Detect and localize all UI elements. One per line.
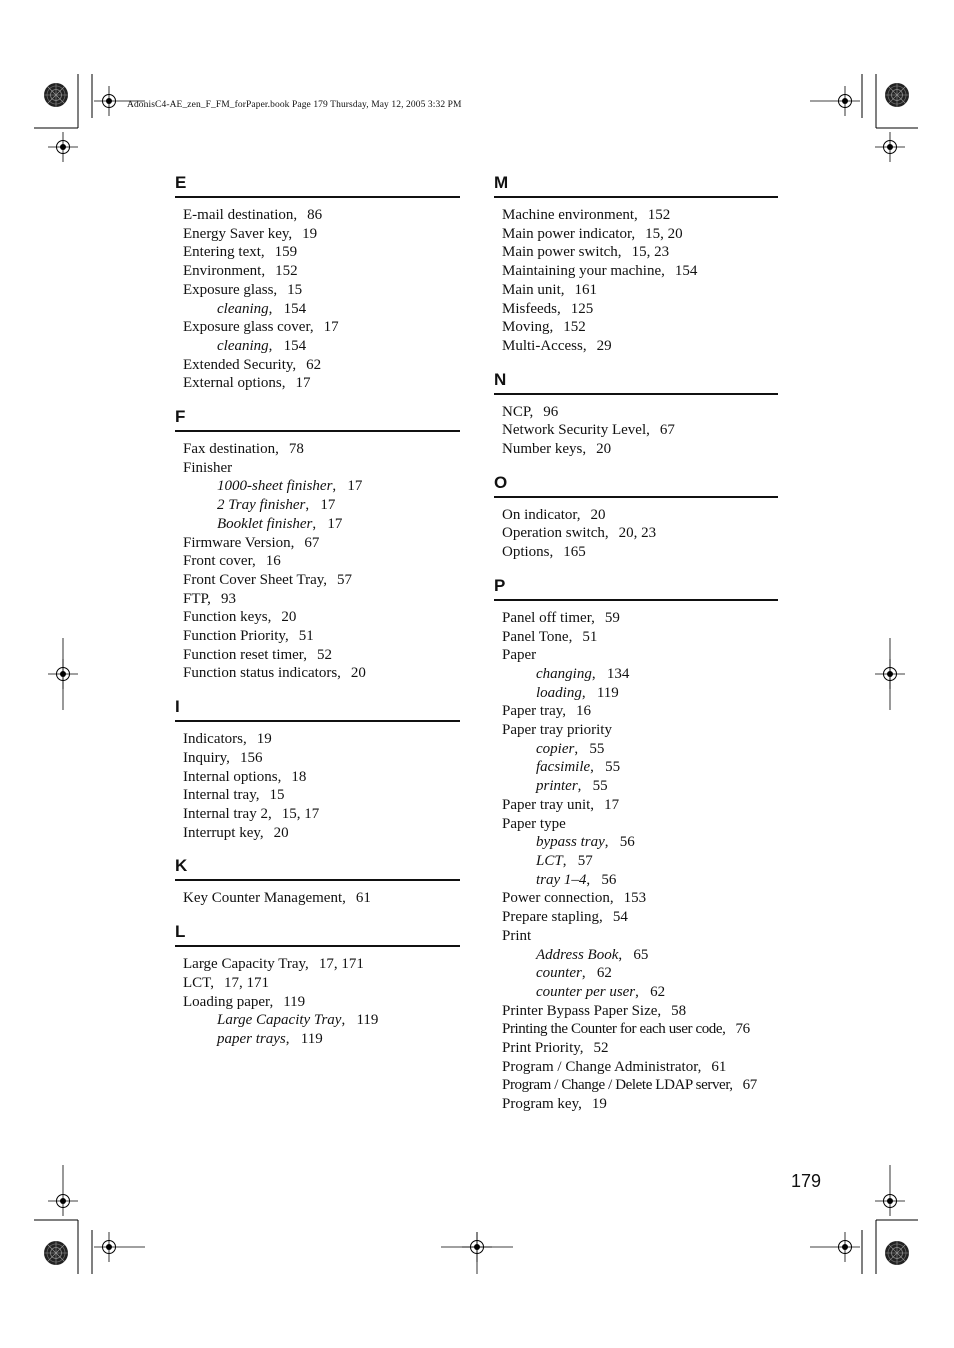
index-entry-list [175,440,460,683]
crop-mark-top-right [810,74,918,162]
index-term: Fax destination, [183,441,279,458]
page-reference: , 57 [562,852,593,869]
index-term: 1000-sheet finisher [217,478,333,495]
page-reference: , 55 [577,778,608,795]
index-section-i [175,696,460,842]
index-entry [183,356,460,375]
page-reference: 78 [288,441,304,458]
index-term: facsimile [536,759,591,776]
index-entry-list [494,206,778,356]
page-reference: , 134 [591,665,630,682]
index-subentry [502,665,778,684]
index-term: Large Capacity Tray, [183,956,309,973]
index-entry [502,337,778,356]
page-reference: 156 [239,749,263,766]
index-entry [502,206,778,225]
page-reference: , 119 [285,1030,323,1047]
page-reference: 67 [659,422,675,439]
index-term: Machine environment, [502,207,638,223]
index-term: paper trays [217,1030,286,1047]
index-term: Entering text, [183,244,265,261]
page-reference: 52 [316,646,332,663]
index-term: Panel Tone, [502,628,573,645]
index-subentry [183,1011,460,1030]
index-subentry [502,833,778,852]
index-subentry [183,337,460,356]
index-term: Options, [502,544,554,561]
page-reference: , 119 [581,684,619,701]
page-reference: , 55 [574,740,605,757]
page-reference: , 119 [341,1012,379,1029]
index-term: Multi-Access, [502,337,587,354]
index-subentry [502,684,778,703]
index-term: Main unit, [502,281,565,298]
index-entry [502,543,778,562]
index-term: Function reset timer, [183,646,307,663]
index-term: Front Cover Sheet Tray, [183,571,328,588]
index-subentry [502,777,778,796]
index-entry [502,243,778,262]
index-entry [183,590,460,609]
page-reference: 16 [265,553,281,570]
page-reference: 54 [612,909,628,926]
index-term: Program key, [502,1096,582,1113]
index-entry [183,281,460,300]
index-term: Function status indicators, [183,665,341,682]
index-term: Finisher [183,459,233,476]
page-reference: 161 [574,281,597,298]
index-term: changing [536,665,592,682]
page-reference: 52 [593,1040,609,1057]
index-term: Paper type [502,815,566,832]
section-heading: O [494,472,778,498]
crop-mark-bottom-right [810,1165,918,1274]
index-term: loading [536,684,582,701]
section-heading: F [175,406,460,432]
page-reference: 62 [306,356,322,373]
index-term: cleaning [217,337,269,354]
index-entry [502,1058,778,1077]
index-subentry [502,946,778,965]
page-reference: 20 [590,506,606,523]
index-entry [502,300,778,319]
index-term: Prepare stapling, [502,909,603,926]
page-reference: 67 [304,534,320,551]
index-term: Misfeeds, [502,300,561,317]
page-reference: , 17 [332,478,363,495]
index-term: Address Book [536,946,619,963]
index-entry [183,786,460,805]
index-entry [183,459,460,478]
index-term: LCT [536,852,563,869]
index-term: copier [536,740,575,757]
page-reference: 15, 20 [645,225,683,242]
index-entry [502,815,778,834]
page-reference: 18 [291,768,307,785]
index-term: Main power indicator, [502,225,636,242]
index-subentry [502,740,778,759]
index-entry [183,627,460,646]
index-term: Paper tray, [502,703,566,720]
index-term: 2 Tray finisher [217,497,306,514]
page-reference: 152 [647,207,671,223]
index-entry-list [175,889,460,908]
page-reference: 20 [350,665,366,682]
page-reference: 153 [623,890,647,907]
index-term: Extended Security, [183,356,297,373]
index-subentry [502,964,778,983]
index-term: Operation switch, [502,525,609,542]
index-entry [183,768,460,787]
index-entry [502,403,778,422]
index-entry [183,262,460,281]
page-reference: 19 [256,731,272,748]
page-reference: 119 [283,993,306,1010]
index-term: Paper tray priority [502,722,612,739]
index-term: E-mail destination, [183,207,298,223]
section-heading: L [175,921,460,947]
index-term: bypass tray [536,834,605,851]
index-entry [502,796,778,815]
page-reference: , 55 [590,759,621,776]
page-reference: 154 [674,263,698,280]
index-term: Network Security Level, [502,422,650,439]
index-section-o [494,472,778,562]
index-subentry [502,871,778,890]
page-reference: 29 [596,337,612,354]
page-reference: 58 [671,1002,687,1019]
index-entry [502,702,778,721]
index-column-right [494,172,778,1127]
index-entry [183,664,460,683]
index-entry [183,318,460,337]
page-reference: , 154 [268,337,307,354]
index-entry [502,262,778,281]
page-reference: 59 [604,609,620,626]
index-term: Power connection, [502,890,614,907]
index-subentry [502,758,778,777]
index-term: Program / Change Administrator, [502,1058,702,1075]
index-entry [502,506,778,525]
page-reference: , 56 [586,871,617,888]
section-heading: N [494,369,778,395]
section-heading: E [175,172,460,198]
index-entry [183,749,460,768]
index-entry [502,440,778,459]
index-entry-list [175,955,460,1049]
page-reference: , 56 [604,834,635,851]
page-reference: 19 [591,1096,607,1113]
index-term: Internal tray 2, [183,805,272,822]
index-entry [183,243,460,262]
index-term: Exposure glass, [183,281,278,298]
index-entry [502,421,778,440]
index-entry [502,628,778,647]
index-entry [502,646,778,665]
page-reference: 20, 23 [618,525,657,542]
page-reference: 17 [323,319,339,336]
page-reference: 15, 17 [281,805,320,822]
index-term: Interrupt key, [183,824,264,841]
registration-mark-middle-right [875,638,905,710]
index-section-f [175,406,460,683]
index-subentry [183,1030,460,1049]
page-reference: 93 [220,590,236,607]
index-term: Loading paper, [183,993,274,1010]
index-section-p [494,575,778,1114]
page-reference: 61 [711,1058,727,1075]
index-subentry [183,477,460,496]
page-reference: , 62 [581,965,612,982]
index-entry-list [494,403,778,459]
index-term: cleaning [217,300,269,317]
index-entry [502,318,778,337]
page-reference: 86 [307,207,323,223]
index-entry [183,824,460,843]
page-reference: 15, 23 [631,244,670,261]
page-reference: 20 [273,824,289,841]
page-reference: , 17 [305,497,336,514]
index-entry [502,1039,778,1058]
index-term: tray 1–4 [536,871,587,888]
index-entry [502,721,778,740]
index-entry [183,225,460,244]
page-reference: 67 [742,1077,757,1094]
index-term: Indicators, [183,731,247,748]
page-reference: 17, 171 [223,974,269,991]
index-term: Paper tray unit, [502,796,595,813]
page-reference: 152 [563,319,586,336]
registration-mark-middle-left [48,638,78,710]
index-term: Function keys, [183,609,272,626]
index-subentry [502,852,778,871]
index-term: Program / Change / Delete LDAP server, [502,1077,733,1094]
page-reference: 17, 171 [318,956,364,973]
index-entry [502,1002,778,1021]
page-reference: 57 [337,571,353,588]
index-term: Booklet finisher [217,515,313,532]
index-entry [183,974,460,993]
index-subentry [502,983,778,1002]
index-column-left [175,172,460,1062]
index-entry [502,908,778,927]
index-term: Exposure glass cover, [183,319,314,336]
page-reference: 17 [295,375,311,392]
section-heading: P [494,575,778,601]
index-term: Front cover, [183,553,256,570]
index-entry [502,889,778,908]
index-subentry [183,300,460,319]
index-entry [183,889,460,908]
index-term: Print Priority, [502,1040,584,1057]
index-entry [183,534,460,553]
registration-mark-bottom-center [441,1232,513,1274]
page-reference: 15 [287,281,303,298]
index-section-e [175,172,460,393]
index-term: FTP, [183,590,211,607]
index-entry-list [175,730,460,842]
index-section-l [175,921,460,1049]
index-entry [183,571,460,590]
index-subentry [183,496,460,515]
page-reference: 51 [298,628,314,645]
page-reference: 20 [281,609,297,626]
page-reference: 76 [735,1021,750,1038]
index-term: Paper [502,647,537,664]
index-term: On indicator, [502,506,581,523]
index-section-n [494,369,778,459]
index-term: LCT, [183,974,214,991]
index-term: Large Capacity Tray [217,1012,342,1029]
page-reference: 165 [563,544,586,561]
crop-mark-top-left [34,74,145,162]
page-reference: , 154 [268,300,307,317]
page-reference: , 17 [312,515,343,532]
index-entry [502,1095,778,1114]
index-term: Panel off timer, [502,609,595,626]
index-section-k [175,855,460,908]
index-term: Main power switch, [502,244,622,261]
index-entry [183,608,460,627]
index-term: Firmware Version, [183,534,295,551]
index-entry-list [494,506,778,562]
index-term: Internal options, [183,768,282,785]
index-entry-list [494,609,778,1114]
index-entry [502,609,778,628]
index-term: NCP, [502,403,534,420]
index-entry [183,206,460,225]
page-reference: 125 [570,300,594,317]
page-reference: 96 [543,403,559,420]
index-term: Number keys, [502,441,587,458]
page-reference: , 65 [618,946,649,963]
index-term: External options, [183,375,286,392]
section-heading: M [494,172,778,198]
page-reference: 51 [582,628,598,645]
index-entry [183,955,460,974]
index-term: Key Counter Management, [183,890,346,907]
index-entry [183,730,460,749]
page-reference: 16 [576,703,591,720]
index-term: Internal tray, [183,787,260,804]
print-header-info: AdonisC4-AE_zen_F_FM_forPaper.book Page 179 Thursday, May 12, 2005 3:32 PM [127,100,462,110]
index-entry [502,281,778,300]
index-entry [183,440,460,459]
index-term: Function Priority, [183,628,289,645]
index-term: Moving, [502,319,554,336]
page-reference: , 62 [635,983,666,1000]
index-term: Environment, [183,263,266,280]
index-term: printer [536,778,578,795]
index-entry [183,552,460,571]
index-term: Printer Bypass Paper Size, [502,1002,662,1019]
index-entry-list [175,206,460,393]
index-subentry [183,515,460,534]
index-entry [502,1076,778,1095]
index-term: Print [502,927,532,944]
page-reference: 17 [604,796,620,813]
index-term: Maintaining your machine, [502,263,665,280]
crop-mark-bottom-left [34,1165,145,1274]
page-reference: 19 [302,225,318,242]
index-entry [183,374,460,393]
index-term: Energy Saver key, [183,225,293,242]
section-heading: K [175,855,460,881]
page-reference: 61 [355,890,371,907]
index-entry [502,1020,778,1039]
index-term: counter per user [536,983,636,1000]
page-number: 179 [791,1171,822,1191]
section-heading: I [175,696,460,722]
index-term: counter [536,965,582,982]
page-reference: 159 [274,244,298,261]
index-entry [502,927,778,946]
index-section-m [494,172,778,356]
index-entry [502,225,778,244]
index-term: Inquiry, [183,749,230,766]
index-entry [183,805,460,824]
index-entry [183,993,460,1012]
page-reference: 20 [596,441,612,458]
index-term: Printing the Counter for each user code, [502,1021,726,1038]
index-entry [183,646,460,665]
index-entry [502,524,778,543]
page-reference: 15 [269,787,285,804]
page-reference: 152 [275,263,298,280]
